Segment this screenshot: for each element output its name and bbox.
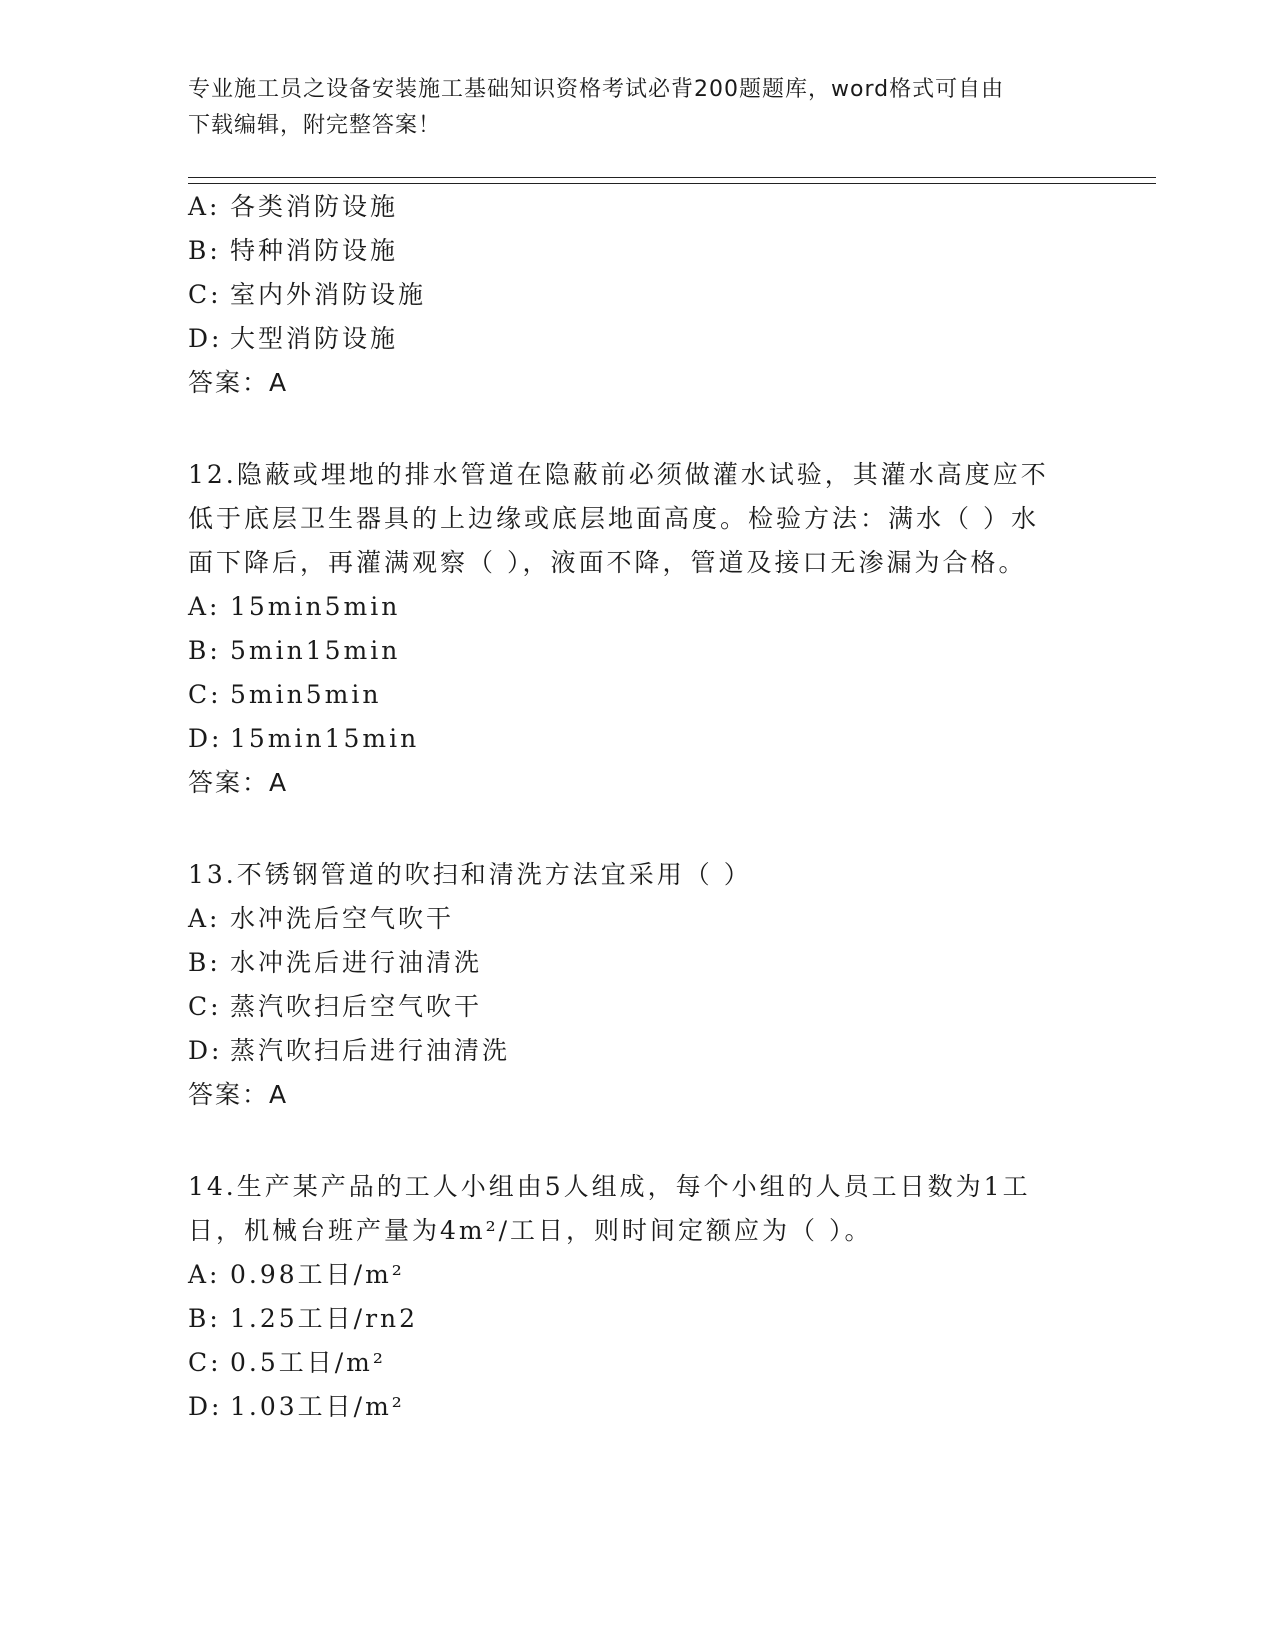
option-label: D: [188,1036,223,1065]
q14-stem-line-2: 日，机械台班产量为4m²/工日，则时间定额应为（ ）。 [188,1216,873,1245]
option-text: 0.98工日/m² [230,1260,405,1289]
q11-option-b [188,234,398,268]
option-label: B: [188,1304,221,1333]
option-label: B: [188,636,221,665]
q12-stem-line-1: 12.隐蔽或埋地的排水管道在隐蔽前必须做灌水试验，其灌水高度应不 [188,460,1049,489]
option-text: 水冲洗后进行油清洗 [230,948,483,977]
option-text: 15min5min [230,592,401,621]
q12-answer: 答案：A [188,768,289,797]
q13-option-d [188,1034,510,1068]
option-text: 特种消防设施 [230,236,399,265]
document-header [188,72,1068,144]
option-label: D: [188,1392,223,1421]
q14-stem-line-1: 14.生产某产品的工人小组由5人组成，每个小组的人员工日数为1工 [188,1172,1031,1201]
q13-answer: 答案：A [188,1080,289,1109]
q13-option-a [188,902,454,936]
option-label: B: [188,948,221,977]
option-text: 大型消防设施 [230,324,399,353]
option-label: D: [188,724,223,753]
option-label: A: [188,1260,221,1289]
q11-option-c [188,278,426,312]
header-line-1: 专业施工员之设备安装施工基础知识资格考试必背200题题库，word格式可自由 [188,77,1005,102]
option-text: 蒸汽吹扫后空气吹干 [230,992,483,1021]
q12-option-a [188,590,400,624]
q12-option-b [188,634,400,668]
option-text: 水冲洗后空气吹干 [230,904,455,933]
header-divider-top [188,177,1156,178]
q11-option-a [188,190,398,224]
option-label: A: [188,592,221,621]
option-text: 5min15min [230,636,401,665]
q12-stem-line-3: 面下降后，再灌满观察（ ），液面不降，管道及接口无渗漏为合格。 [188,548,1027,577]
q13-option-b [188,946,482,980]
q12-option-c [188,678,381,712]
q11-option-d [188,322,398,356]
q14-option-a [188,1258,405,1292]
q13-stem-line-1: 13.不锈钢管道的吹扫和清洗方法宜采用（ ） [188,860,752,889]
option-label: A: [188,192,221,221]
header-line-2: 下载编辑，附完整答案！ [188,113,442,138]
q12-stem-line-2: 低于底层卫生器具的上边缘或底层地面高度。检验方法：满水（ ）水 [188,504,1039,533]
option-text: 15min15min [230,724,420,753]
option-text: 1.03工日/m² [230,1392,405,1421]
header-divider-bottom [188,183,1156,184]
option-label: C: [188,680,222,709]
q12-option-d [188,722,419,756]
q13-option-c [188,990,482,1024]
option-text: 0.5工日/m² [230,1348,386,1377]
q11-answer: 答案：A [188,368,289,397]
option-text: 1.25工日/rn2 [230,1304,419,1333]
q14-option-d [188,1390,405,1424]
option-text: 5min5min [230,680,382,709]
option-label: C: [188,992,222,1021]
option-text: 蒸汽吹扫后进行油清洗 [230,1036,511,1065]
option-text: 室内外消防设施 [230,280,427,309]
q14-option-b [188,1302,418,1336]
option-text: 各类消防设施 [230,192,399,221]
q14-option-c [188,1346,386,1380]
option-label: C: [188,1348,222,1377]
option-label: C: [188,280,222,309]
option-label: A: [188,904,221,933]
option-label: D: [188,324,223,353]
option-label: B: [188,236,221,265]
